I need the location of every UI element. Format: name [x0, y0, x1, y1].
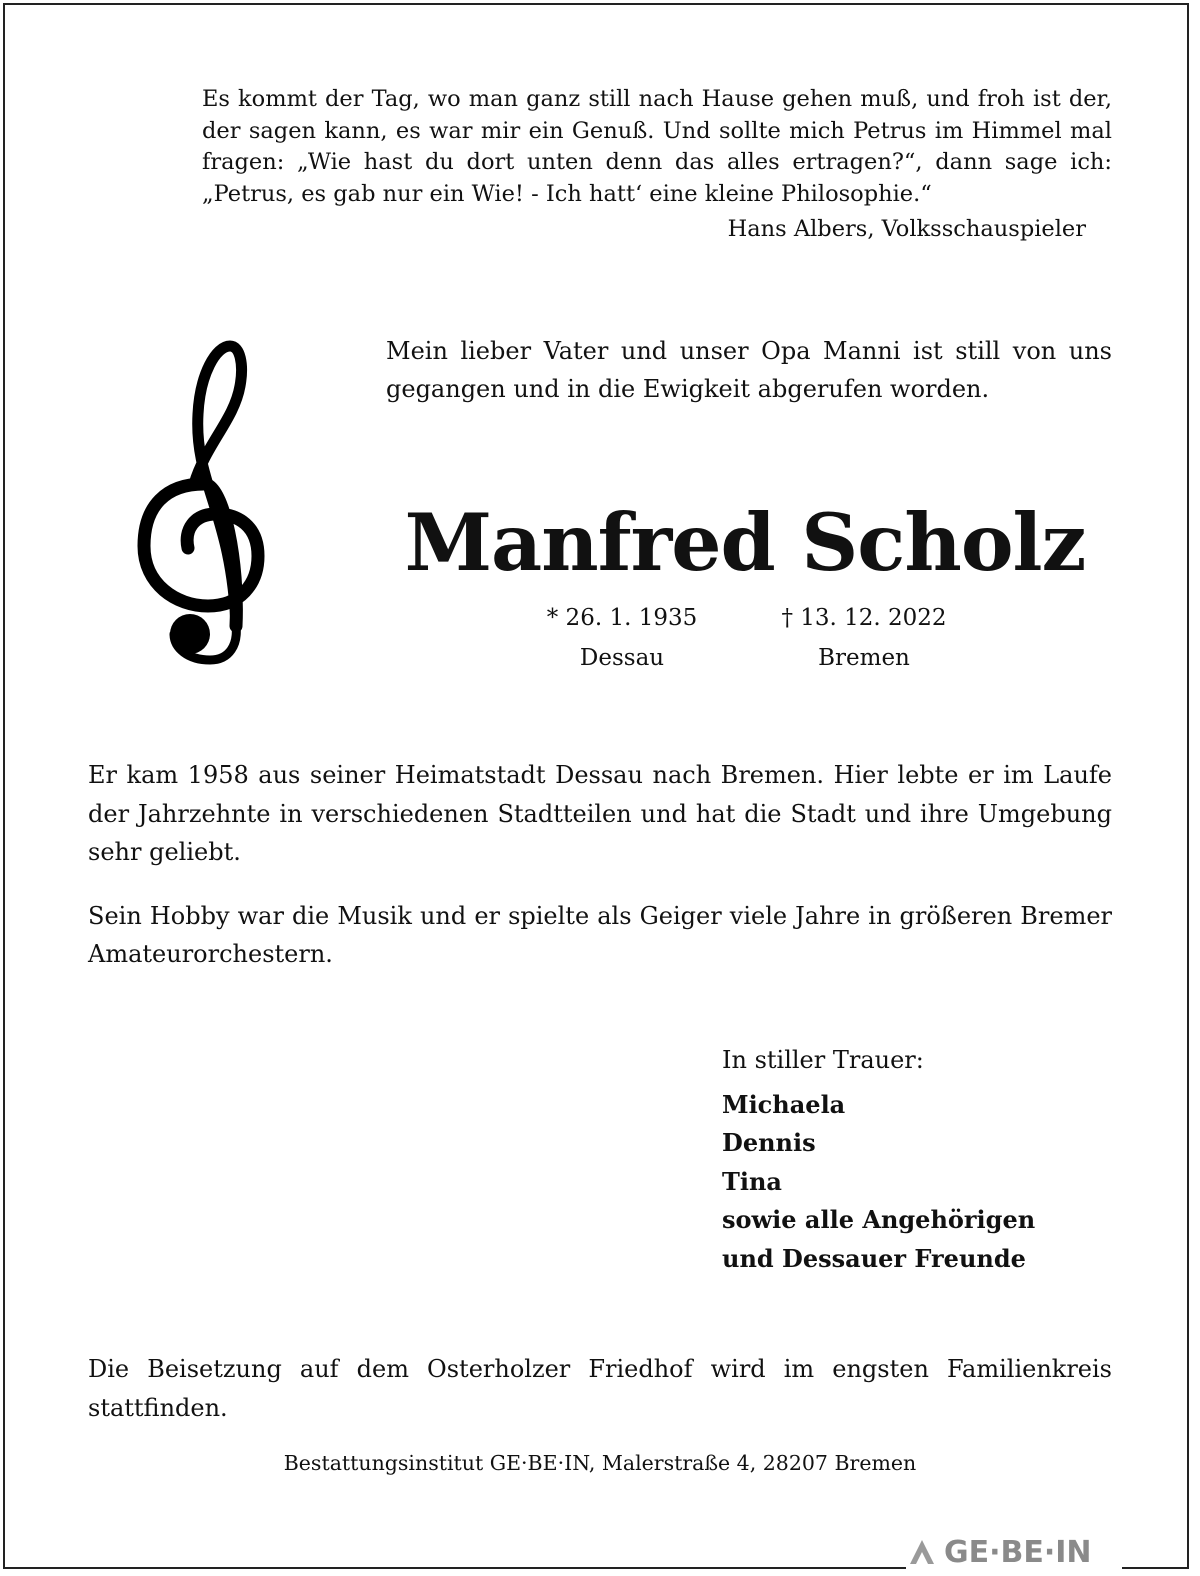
biography-paragraph: Sein Hobby war die Musik und er spielte als Geiger viele Jahre in größeren Bremer Amateurorchestern. — [88, 901, 1112, 968]
mourner-name: Dennis — [722, 1128, 816, 1157]
quote-text: Es kommt der Tag, wo man ganz still nach Hause gehen muß, und froh ist der, der sagen kann, es war mir ein Genuß. Und sollte mich Petrus im Himmel mal fragen: „Wie hast du dort unten denn das alles ertragen?“, dann sage ich: „Petrus, es gab nur ein Wie! - Ich hatt‘ eine kleine Philosophie.“ — [202, 86, 1112, 207]
gebein-logo-mark-icon — [906, 1536, 938, 1568]
opening-quote — [202, 84, 1112, 210]
death-place: Bremen — [818, 645, 910, 671]
mourners-block — [722, 1041, 1162, 1278]
mourner-name: und Dessauer Freunde — [722, 1243, 1026, 1273]
mourner-name: Tina — [722, 1166, 782, 1196]
logo-text: GE·BE·IN — [944, 1534, 1092, 1570]
treble-clef-icon — [136, 334, 266, 674]
burial-text: Die Beisetzung auf dem Osterholzer Friedhof wird im engsten Familienkreis stattfinden. — [88, 1355, 1112, 1422]
birth-place: Dessau — [579, 645, 665, 671]
biography — [88, 756, 1112, 999]
birth-date: * 26. 1. 1935 — [546, 605, 698, 631]
biography-paragraph: Er kam 1958 aus seiner Heimatstadt Dessau nach Bremen. Hier lebte er im Laufe der Jahrzehnte in verschiedenen Stadtteilen und hat die Stadt und ihre Umgebung sehr geliebt. — [88, 761, 1112, 866]
death-info — [744, 598, 984, 678]
burial-note — [88, 1350, 1112, 1427]
gebein-logo — [906, 1532, 1122, 1572]
quote-author: Hans Albers, Volksschauspieler — [727, 216, 1086, 242]
mourners-heading: In stiller Trauer: — [722, 1046, 924, 1074]
birth-info — [502, 598, 742, 678]
mourner-name: Michaela — [722, 1089, 846, 1119]
undertaker-address: Bestattungsinstitut GE·BE·IN, Malerstraße 4, 28207 Bremen — [283, 1451, 917, 1475]
death-date: † 13. 12. 2022 — [781, 605, 947, 631]
mourner-name: sowie alle Angehörigen — [722, 1205, 1036, 1234]
deceased-name: Manfred Scholz — [404, 496, 1086, 589]
intro-text: Mein lieber Vater und unser Opa Manni ist still von uns gegangen und in die Ewigkeit abgerufen worden. — [386, 337, 1112, 403]
